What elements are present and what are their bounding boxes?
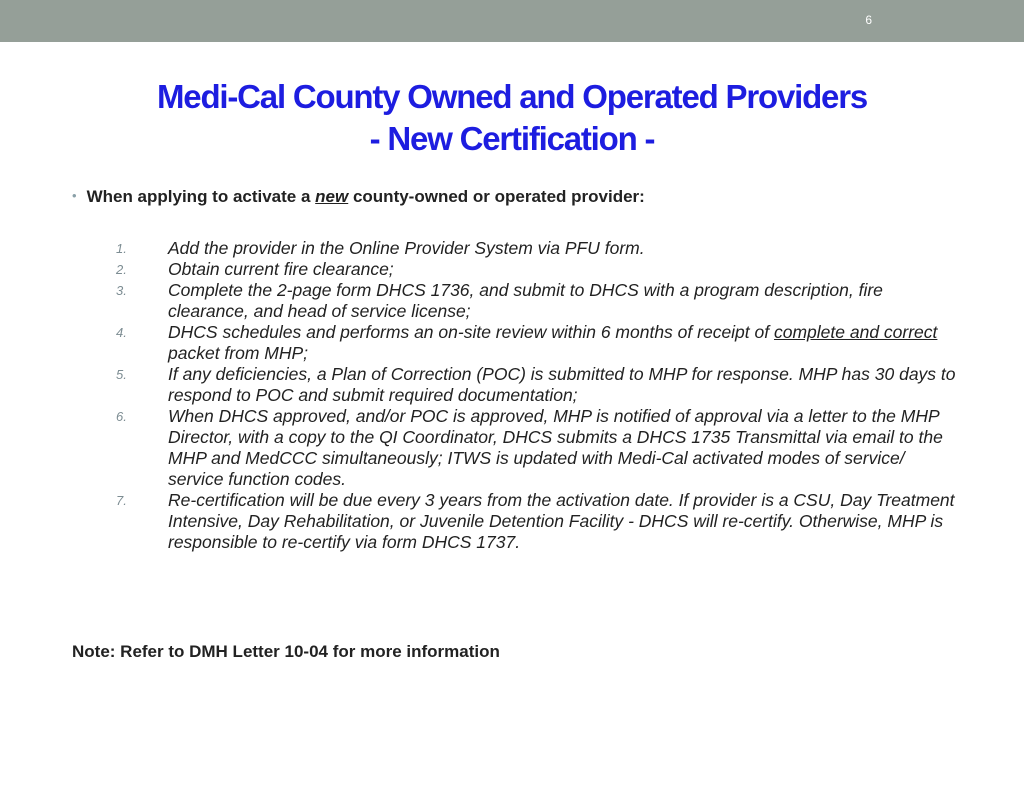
step-number: 3. bbox=[116, 283, 127, 298]
list-item bbox=[0, 406, 1024, 490]
step-text: Complete the 2-page form DHCS 1736, and submit to DHCS with a program description, fire clearance, and head of service license; bbox=[168, 280, 883, 321]
step-number: 7. bbox=[116, 493, 127, 508]
intro-bullet bbox=[72, 187, 645, 207]
intro-text-before: When applying to activate a bbox=[86, 187, 316, 206]
step-number: 5. bbox=[116, 367, 127, 382]
bullet-icon: • bbox=[72, 188, 77, 203]
list-item bbox=[0, 238, 1024, 259]
step-text bbox=[168, 322, 958, 364]
list-item bbox=[0, 322, 1024, 364]
list-item bbox=[0, 490, 1024, 553]
slide-number: 6 bbox=[865, 13, 872, 27]
slide-title bbox=[40, 76, 984, 160]
list-item bbox=[0, 259, 1024, 280]
step-text: If any deficiencies, a Plan of Correction (POC) is submitted to MHP for response. MHP has 30 days to respond to POC and submit required documentation; bbox=[168, 364, 956, 405]
step-text: When DHCS approved, and/or POC is approved, MHP is notified of approval via a letter to the MHP Director, with a copy to the QI Coordinator, DHCS submits a DHCS 1735 Transmittal via email to the MHP and MedCCC simultaneously; ITWS is updated with Medi-Cal activated modes of service/ service function codes. bbox=[168, 406, 943, 489]
step-text-before: DHCS schedules and performs an on-site review within 6 months of receipt of bbox=[168, 322, 774, 342]
step-text: Re-certification will be due every 3 years from the activation date. If provider is a CSU, Day Treatment Intensive, Day Rehabilitation, or Juvenile Detention Facility - DHCS will re-certify. Otherwise, MHP is responsible to re-certify via form DHCS 1737. bbox=[168, 490, 955, 552]
list-item bbox=[0, 280, 1024, 322]
intro-text-after: county-owned or operated provider: bbox=[348, 187, 645, 206]
step-text: Add the provider in the Online Provider System via PFU form. bbox=[168, 238, 645, 258]
steps-list bbox=[0, 238, 1024, 553]
step-number: 1. bbox=[116, 241, 127, 256]
title-line-1: Medi-Cal County Owned and Operated Providers bbox=[157, 78, 867, 115]
title-line-2: - New Certification - bbox=[369, 120, 655, 157]
list-item bbox=[0, 364, 1024, 406]
step-text: Obtain current fire clearance; bbox=[168, 259, 394, 279]
header-bar bbox=[0, 0, 1024, 42]
step-number: 2. bbox=[116, 262, 127, 277]
step-number: 6. bbox=[116, 409, 127, 424]
footer-note: Note: Refer to DMH Letter 10-04 for more information bbox=[72, 642, 500, 661]
intro-emphasis: new bbox=[315, 187, 349, 206]
step-text-after: packet from MHP; bbox=[168, 343, 309, 363]
step-text-underlined: complete and correct bbox=[773, 322, 938, 342]
step-number: 4. bbox=[116, 325, 127, 340]
